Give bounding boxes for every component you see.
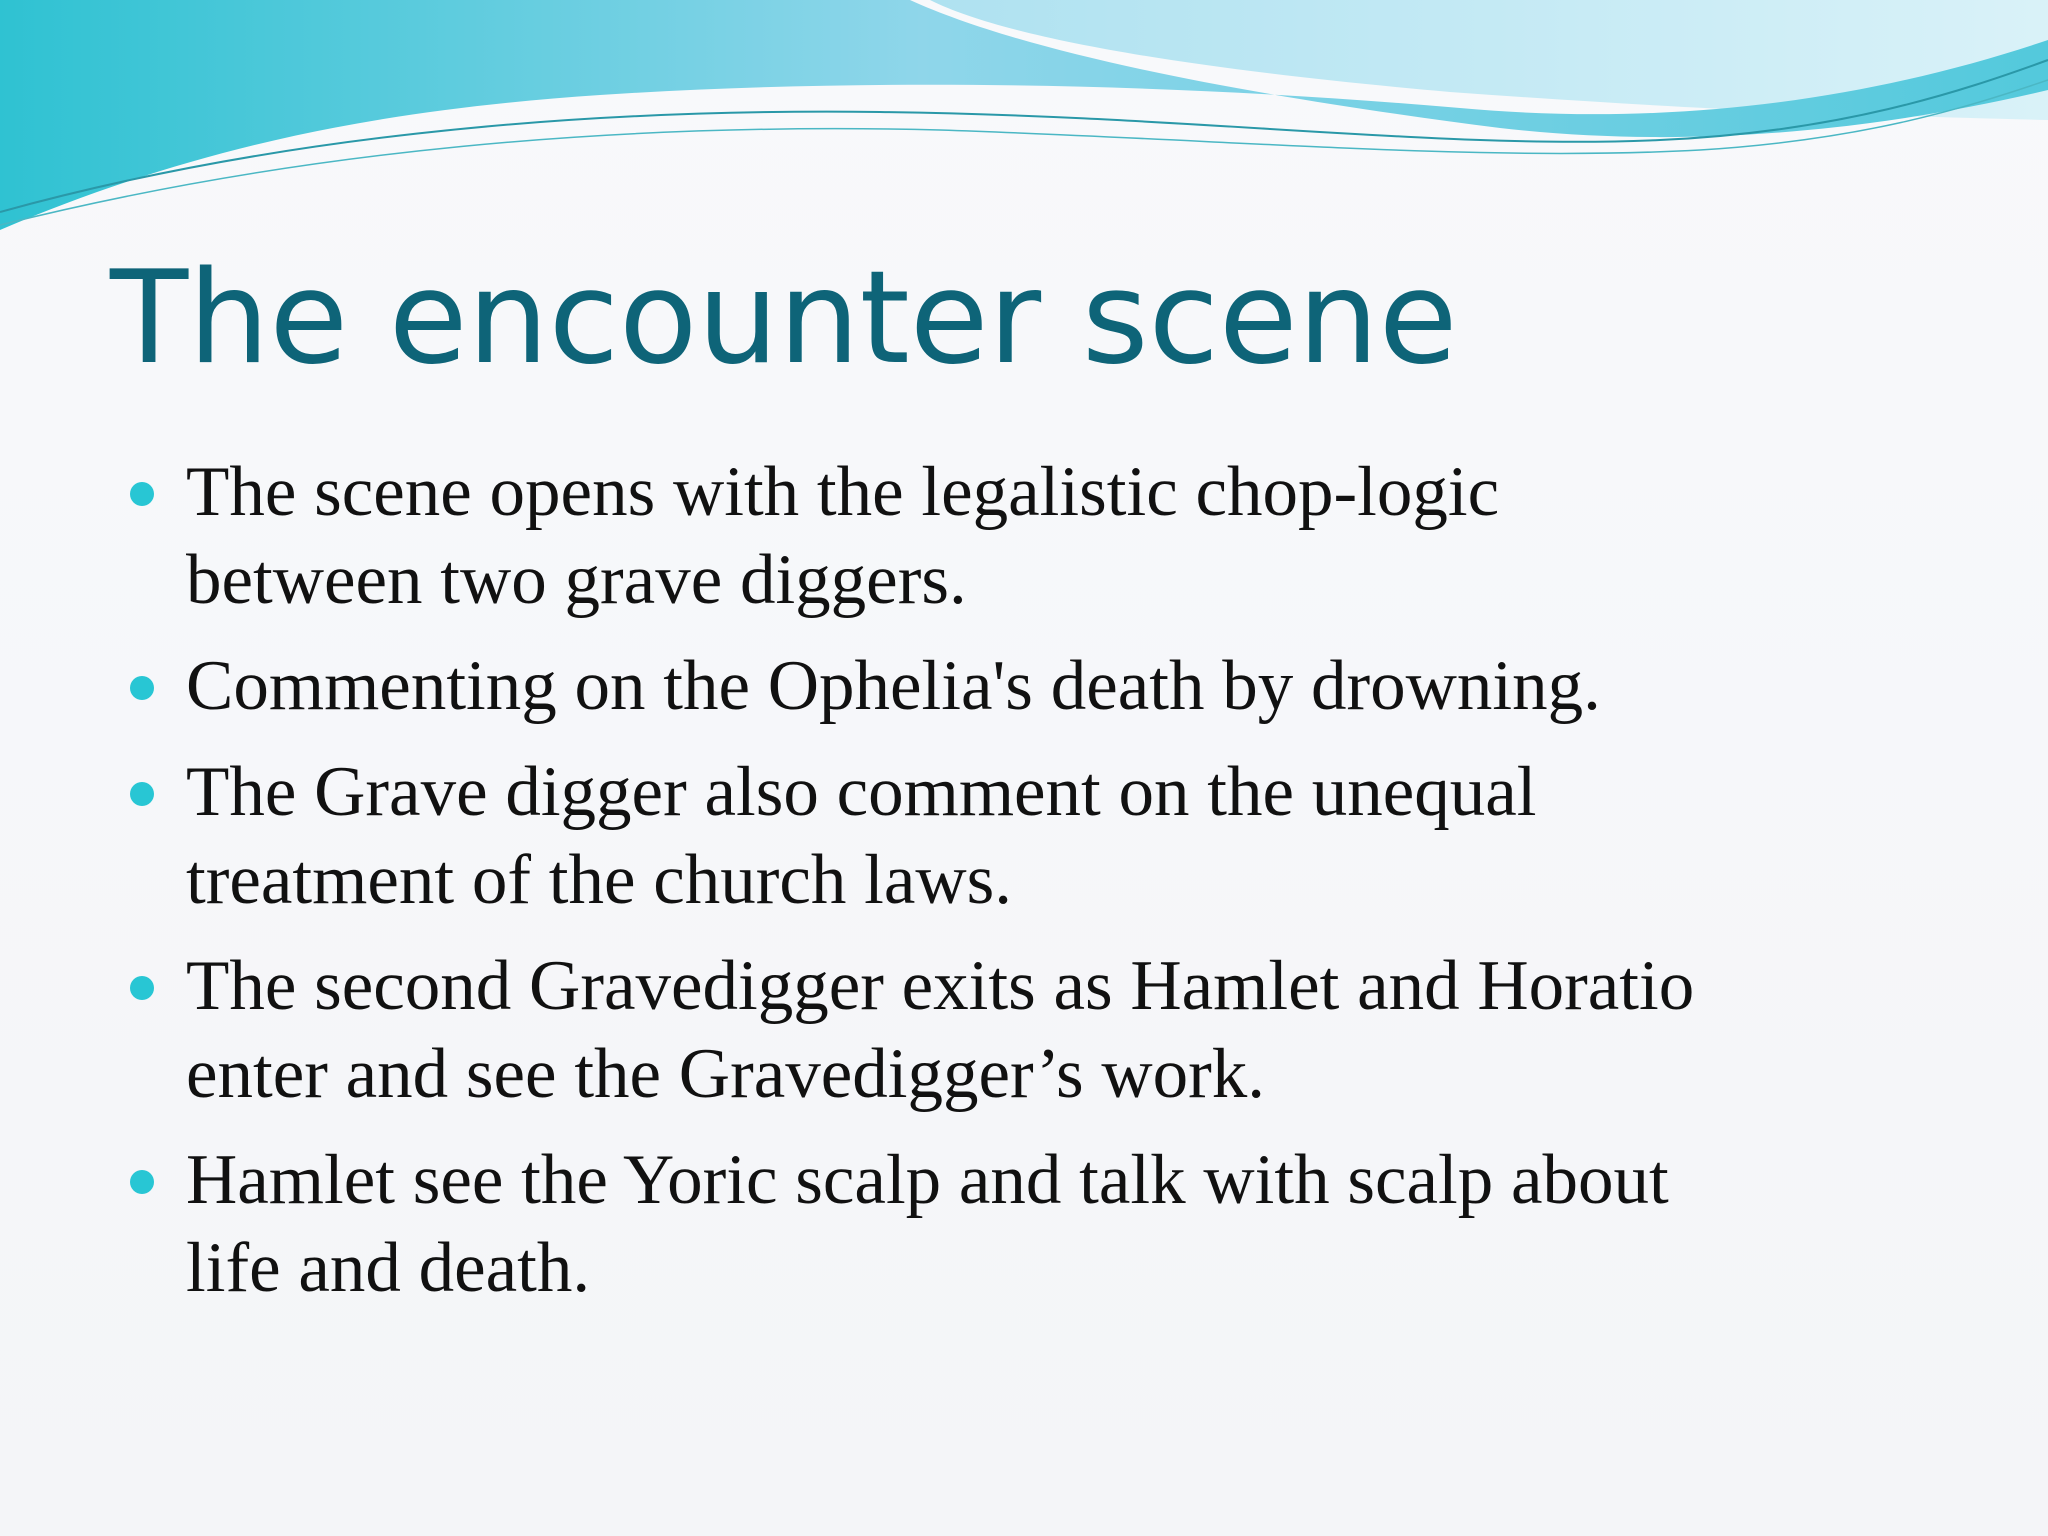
bullet-item: [186, 448, 1906, 624]
bullet-text: The Grave digger also comment on the unequal treatment of the church laws.: [186, 753, 1537, 919]
header-wave-decoration: [0, 0, 2048, 260]
bullet-dot-icon: [130, 1170, 154, 1194]
bullet-text: Hamlet see the Yoric scalp and talk with scalp about life and death.: [186, 1141, 1669, 1307]
bullet-text: The scene opens with the legalistic chop-logic between two grave diggers.: [186, 453, 1500, 619]
bullet-list: [186, 448, 1906, 1330]
bullet-item: [186, 942, 1906, 1118]
bullet-dot-icon: [130, 782, 154, 806]
bullet-dot-icon: [130, 976, 154, 1000]
bullet-dot-icon: [130, 482, 154, 506]
bullet-item: [186, 1136, 1906, 1312]
bullet-item: [186, 748, 1906, 924]
bullet-text: The second Gravedigger exits as Hamlet and Horatio enter and see the Gravedigger’s work.: [186, 947, 1695, 1113]
bullet-dot-icon: [130, 676, 154, 700]
slide-title: The encounter scene: [110, 244, 1458, 393]
bullet-text: Commenting on the Ophelia's death by drowning.: [186, 647, 1601, 725]
bullet-item: [186, 642, 1906, 730]
